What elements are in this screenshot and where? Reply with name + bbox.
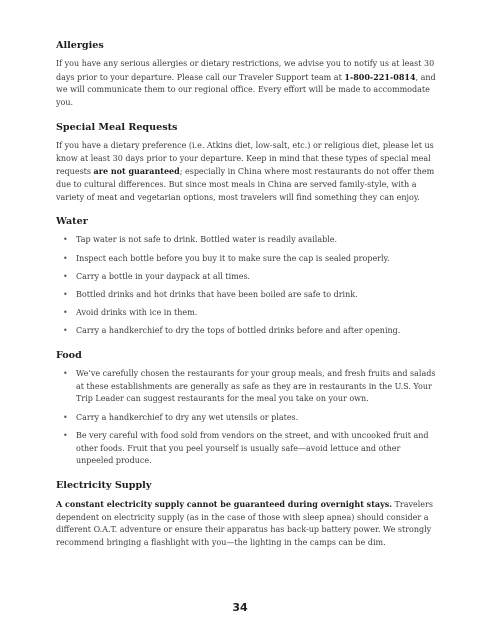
list-item	[56, 289, 436, 302]
list-item-text: We’ve carefully chosen the restaurants for your group meals, and fresh fruits and salads at these establishments are generally as safe as they are in restaurants in the U.S. Your Trip Leader can suggest restaurants for the meal you take on your own.	[76, 369, 436, 404]
water-heading: Water	[56, 216, 88, 228]
list-item	[56, 307, 436, 320]
allergies-paragraph	[56, 58, 436, 110]
food-section	[56, 350, 436, 468]
list-item-text: Carry a handkerchief to dry any wet utensils or plates.	[76, 412, 299, 422]
list-item-text: Carry a handkerchief to dry the tops of bottled drinks before and after opening.	[76, 326, 401, 336]
list-item	[56, 325, 436, 338]
list-item-text: Avoid drinks with ice in them.	[76, 308, 198, 318]
electricity-section	[56, 480, 436, 550]
allergies-section	[56, 40, 436, 110]
special-meals-paragraph	[56, 140, 436, 205]
page-number: 34	[232, 601, 248, 614]
list-item	[56, 430, 436, 468]
special-meals-section	[56, 122, 436, 205]
list-item-text: Bottled drinks and hot drinks that have been boiled are safe to drink.	[76, 289, 358, 299]
water-section	[56, 216, 436, 338]
bullet-icon: •	[63, 412, 68, 422]
bullet-icon: •	[63, 235, 68, 245]
bullet-icon: •	[63, 430, 68, 440]
list-item	[56, 253, 436, 266]
list-item-text: Inspect each bottle before you buy it to make sure the cap is sealed properly.	[76, 253, 390, 263]
not-guaranteed-emphasis: are not guaranteed	[93, 166, 180, 177]
special-meals-text-1: If you have a dietary preference (i.e. Atkins diet, low-salt, etc.) or religious diet, please let us know at least 30 days prior to your departure. Keep in mind that these types of special meal requests	[56, 140, 434, 177]
electricity-warning: A constant electricity supply cannot be guaranteed during overnight stays.	[56, 498, 393, 509]
bullet-icon: •	[63, 326, 68, 336]
bullet-icon: •	[63, 308, 68, 318]
list-item-text: Tap water is not safe to drink. Bottled water is readily available.	[76, 235, 338, 245]
allergies-text-2: , and we will communicate them to our regional office. Every effort will be made to accommodate you.	[56, 72, 436, 108]
bullet-icon: •	[63, 253, 68, 263]
list-item	[56, 234, 436, 247]
bullet-icon: •	[63, 271, 68, 281]
list-item	[56, 412, 436, 425]
page-content	[56, 40, 436, 562]
allergies-text-1: If you have any serious allergies or dietary restrictions, we advise you to notify us at least 30 days prior to your departure. Please call our Traveler Support team at	[56, 59, 435, 82]
allergies-heading: Allergies	[56, 40, 104, 51]
electricity-text: Travelers dependent on electricity supply (as in the case of those with sleep apnea) should consider a different O.A.T. adventure or ensure their apparatus has back-up battery power. We strongly recommend bringing a flashlight with you—the lighting in the camps can be dim.	[56, 499, 433, 548]
list-item-text: Carry a bottle in your daypack at all times.	[76, 271, 251, 281]
support-phone-number: 1-800-221-0814	[344, 71, 416, 82]
food-list	[56, 368, 436, 468]
water-list	[56, 234, 436, 338]
bullet-icon: •	[63, 369, 68, 379]
electricity-heading: Electricity Supply	[56, 479, 152, 491]
special-meals-heading: Special Meal Requests	[56, 121, 178, 133]
list-item	[56, 271, 436, 284]
list-item	[56, 368, 436, 406]
special-meals-text-2: ; especially in China where most restaurants do not offer them due to cultural differences. But since most meals in China are served family-style, with a variety of meat and vegetarian options, most travelers will find something they can enjoy.	[56, 167, 435, 202]
list-item-text: Be very careful with food sold from vendors on the street, and with uncooked fruit and other foods. Fruit that you peel yourself is usually safe—avoid lettuce and other unpeeled produce.	[76, 430, 429, 466]
bullet-icon: •	[63, 289, 68, 299]
food-heading: Food	[56, 350, 82, 362]
electricity-paragraph	[56, 498, 436, 550]
